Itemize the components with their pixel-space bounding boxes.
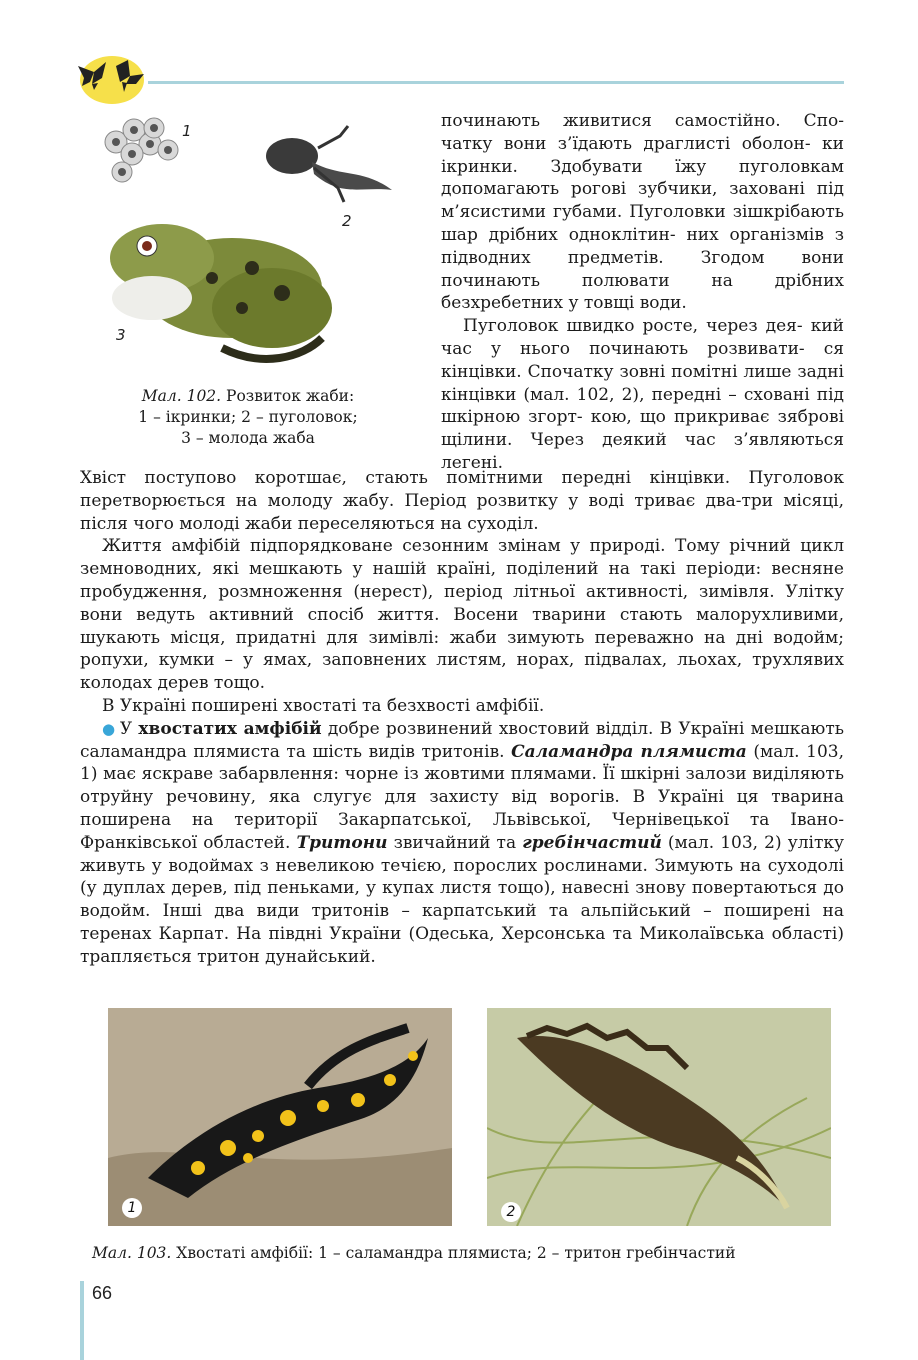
text-line: Згодом вони починають полювати на — [441, 247, 844, 291]
figure-label-eggs: 1 — [182, 122, 192, 140]
text-run: звичайний та — [387, 832, 523, 853]
caption-line-2: 1 – ікринки; 2 – пуголовок; — [138, 408, 358, 426]
text-run: (мал. 103, 2) улітку живуть у водоймах з невеликою течією, порослих рослинами. Зимують на суходолі (у дуплах дерев, під пеньками, у купах листя тощо), навесні знову повертаються до водойм. Інші два види тритонів – карпатський та альпійський – поширені на теренах Карпат. На півдні України (Одеська, Херсонська та Миколаївська області) трапляється тритон дунайський. — [80, 832, 844, 967]
caption-prefix: Мал. 102. — [141, 387, 222, 405]
text-run: У — [119, 718, 139, 739]
figure-label-frog: 3 — [116, 326, 126, 344]
text-line: Через деякий час з’являються легені. — [441, 430, 845, 473]
tadpole-drawing — [266, 126, 392, 202]
frog-eggs-drawing — [105, 118, 178, 182]
caption-prefix: Мал. 103. — [92, 1244, 172, 1262]
text-run: добре розвинений хвостовий відділ. В Україні мешкають саламандра плямиста та шість видів тритонів. — [80, 718, 844, 762]
text-line: них організмів з підводних предметів. — [441, 224, 845, 268]
text-line: кий час у нього починають розвивати- — [441, 316, 844, 359]
term-bold-italic: Тритони — [296, 832, 388, 853]
term-bold: хвостатих амфібій — [138, 718, 322, 739]
figure-label-tadpole: 2 — [342, 212, 352, 230]
text-line: починають живитися самостійно. Спо- — [441, 111, 844, 131]
photo-label-1: 1 — [122, 1198, 142, 1218]
text-line: кою, що прикриває зяброві щілини. — [441, 407, 845, 451]
text-line: Пуголовок швидко росте, через дея- — [463, 316, 803, 337]
paragraph-3: Життя амфібій підпорядковане сезонним змінам у природі. Тому річний цикл земноводних, які мешкають у нашій країні, поділений на такі періоди: весняне пробудження, розмноження (нерест), період літньої активності, зимівля. Улітку вони ведуть активний спосіб життя. Восени тварини стають малорухливими, шукають місця, придатні для зимівлі: жаби зимують переважно на дні водойм; ропухи, кумки – у ямах, заповнених листям, норах, підвалах, льохах, трухлявих колодах дерев тощо. — [80, 536, 844, 694]
text-line: зішкрібають шар дрібних одноклітин- — [441, 202, 845, 245]
text-line: під м’ясистими губами. Пуголовки — [441, 179, 845, 223]
caption-line-1-text: Розвиток жаби: — [226, 387, 355, 405]
figure-102-caption — [92, 386, 404, 449]
right-column-text — [441, 110, 844, 475]
butterfly-header-icon — [72, 52, 148, 104]
young-frog-drawing — [110, 224, 332, 359]
caption-line-3: 3 – молода жаба — [181, 429, 315, 447]
text-line: ки ікринки. Здобувати їжу пуголовкам — [441, 133, 844, 177]
paragraph-1 — [441, 110, 844, 315]
page-number: 66 — [92, 1283, 113, 1303]
text-run: (мал. 103, 1) має яскраве забарвлення: чорне із жовтими плямами. Її шкірні залози виділяють отруйну речовину, яка слугує для захисту від ворогів. В Україні ця тварина поширена на території Закарпатської, Львівської, Чернівецької та Івано-Франківської областей. — [80, 741, 844, 853]
text-line: допомагають рогові зубчики, заховані — [441, 179, 805, 200]
figure-102 — [92, 108, 412, 383]
paragraph-2-continued: Хвіст поступово коротшає, стають помітними передні кінцівки. Пуголовок перетворюється на молоду жабу. Період розвитку у воді триває два-три місяці, після чого молоді жаби переселяються на суходіл. — [80, 468, 844, 534]
caption-text: Хвостаті амфібії: 1 – саламандра плямиста; 2 – тритон гребінчастий — [176, 1244, 736, 1262]
photo-salamander — [108, 1008, 452, 1226]
page-side-bar — [80, 1281, 84, 1360]
bullet-icon: ● — [102, 719, 116, 738]
term-bold-italic: гребінчастий — [522, 832, 662, 853]
text-line: передні – сховані під шкірною згорт- — [441, 384, 845, 428]
caption-line-1 — [92, 386, 404, 407]
header-rule — [148, 81, 844, 84]
full-width-text — [80, 467, 844, 969]
photo-label-2: 2 — [501, 1202, 521, 1222]
figure-103-caption — [92, 1243, 852, 1263]
photo-newt — [487, 1008, 831, 1226]
newt-image — [487, 1008, 831, 1226]
text-line: ся кінцівки. Спочатку зовні помітні — [441, 338, 845, 382]
text-line: чатку вони з’їдають драглисті оболон- — [441, 133, 811, 154]
paragraph-5 — [80, 718, 844, 969]
text-line: дрібних безхребетних у товщі води. — [441, 270, 844, 314]
salamander-image — [108, 1008, 452, 1226]
text-line: лише задні кінцівки (мал. 102, 2), — [441, 361, 844, 405]
paragraph-2 — [441, 315, 844, 475]
term-bold-italic: Саламандра плямиста — [511, 741, 747, 762]
frog-development-illustration — [92, 108, 412, 383]
paragraph-4: В Україні поширені хвостаті та безхвості амфібії. — [102, 695, 545, 716]
